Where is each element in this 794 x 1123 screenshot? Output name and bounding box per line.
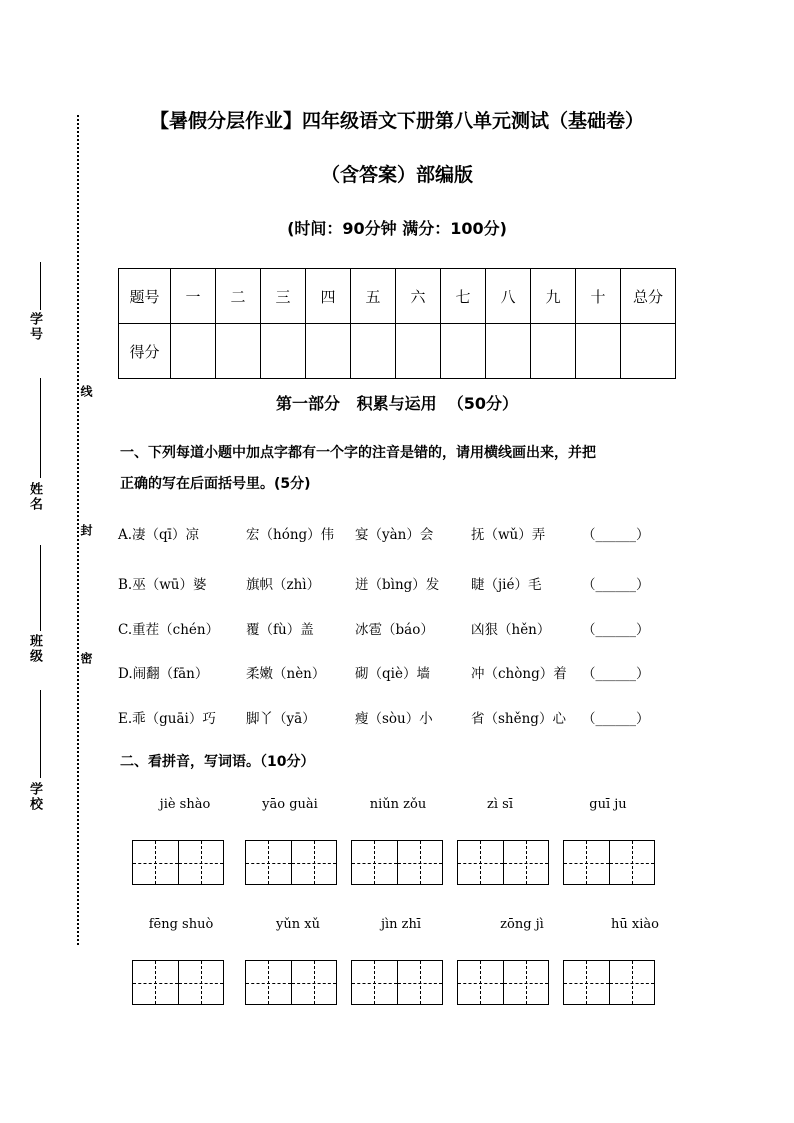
score-row-label: 得分	[119, 324, 171, 379]
banji-blank[interactable]	[40, 545, 41, 631]
pinyin-label: niǔn zǒu	[369, 797, 427, 812]
score-cell[interactable]	[171, 324, 216, 379]
q1-instruction-line2: 正确的写在后面括号里。(5分)	[120, 476, 311, 492]
pinyin-label: yāo guài	[262, 797, 318, 812]
tianzige-box[interactable]	[457, 960, 549, 1005]
score-header-cell: 三	[261, 269, 306, 324]
score-table-header-row	[119, 269, 676, 324]
page-subtitle: （含答案）部编版	[320, 164, 473, 186]
q1-item: 覆（fù）盖	[246, 622, 314, 638]
sidebar-mi: 密	[79, 652, 93, 666]
q1-item: 凶狠（hěn）	[471, 622, 551, 638]
score-header-cell: 总分	[621, 269, 676, 324]
q1-item: 宴（yàn）会	[355, 527, 434, 543]
q1-item: 冲（chòng）着	[471, 666, 567, 682]
pinyin-label: jìn zhī	[380, 917, 422, 932]
tianzige-box[interactable]	[351, 840, 443, 885]
score-header-cell: 七	[441, 269, 486, 324]
pinyin-label: guī ju	[589, 797, 627, 812]
pinyin-label: fēng shuò	[148, 917, 214, 932]
tianzige-box[interactable]	[245, 840, 337, 885]
score-header-cell: 题号	[119, 269, 171, 324]
q1-item: D.闹翻（fān）	[118, 666, 209, 682]
q1-answer-blank[interactable]: （______）	[582, 666, 650, 682]
pinyin-label: yǔn xǔ	[276, 917, 320, 932]
tianzige-box[interactable]	[351, 960, 443, 1005]
score-header-cell: 四	[306, 269, 351, 324]
score-cell[interactable]	[621, 324, 676, 379]
q1-item: 省（shěng）心	[471, 711, 566, 727]
pinyin-label: hū xiào	[611, 917, 659, 932]
q1-answer-blank[interactable]: （______）	[582, 622, 650, 638]
score-cell[interactable]	[576, 324, 621, 379]
q1-item: 宏（hóng）伟	[246, 527, 335, 543]
q1-item: 瘦（sòu）小	[355, 711, 433, 727]
sidebar-banji-label: 班级	[27, 634, 42, 664]
q1-item: B.巫（wū）婆	[118, 577, 207, 593]
sidebar-xingming-label: 姓名	[27, 482, 42, 512]
score-header-cell: 一	[171, 269, 216, 324]
score-header-cell: 六	[396, 269, 441, 324]
tianzige-box[interactable]	[457, 840, 549, 885]
time-info: (时间：90分钟 满分：100分)	[287, 219, 507, 238]
score-cell[interactable]	[441, 324, 486, 379]
score-header-cell: 八	[486, 269, 531, 324]
q1-item: C.重茬（chén）	[118, 622, 220, 638]
q1-item: 砌（qiè）墙	[355, 666, 430, 682]
tianzige-box[interactable]	[245, 960, 337, 1005]
q1-answer-blank[interactable]: （______）	[582, 577, 650, 593]
xuehao-blank[interactable]	[40, 262, 41, 310]
score-table	[118, 268, 676, 379]
score-cell[interactable]	[306, 324, 351, 379]
tianzige-box[interactable]	[132, 960, 224, 1005]
pinyin-label: zōng jì	[500, 917, 544, 932]
q1-item: 抚（wǔ）弄	[471, 527, 546, 543]
q2-title: 二、看拼音，写词语。（10分）	[120, 754, 315, 770]
q1-item: A.凄（qī）凉	[118, 527, 199, 543]
xuexiao-blank[interactable]	[40, 690, 41, 778]
score-cell[interactable]	[261, 324, 306, 379]
score-cell[interactable]	[216, 324, 261, 379]
sidebar-xian: 线	[79, 385, 93, 399]
q1-answer-blank[interactable]: （______）	[582, 711, 650, 727]
score-header-cell: 五	[351, 269, 396, 324]
score-cell[interactable]	[396, 324, 441, 379]
q1-instruction-line1: 一、下列每道小题中加点字都有一个字的注音是错的，请用横线画出来，并把	[120, 445, 596, 461]
score-cell[interactable]	[351, 324, 396, 379]
sidebar-xuehao-label: 学号	[27, 312, 42, 342]
tianzige-box[interactable]	[132, 840, 224, 885]
score-cell[interactable]	[531, 324, 576, 379]
q1-item: 迸（bìng）发	[355, 577, 440, 593]
part1-title: 第一部分 积累与运用 （50分）	[275, 394, 519, 413]
q1-item: 脚丫（yā）	[246, 711, 316, 727]
page-title: 【暑假分层作业】四年级语文下册第八单元测试（基础卷）	[149, 110, 644, 132]
score-header-cell: 十	[576, 269, 621, 324]
score-header-cell: 二	[216, 269, 261, 324]
q1-item: 柔嫩（nèn）	[246, 666, 326, 682]
score-cell[interactable]	[486, 324, 531, 379]
q1-item: 睫（jié）毛	[471, 577, 542, 593]
sidebar-xuexiao-label: 学校	[27, 782, 42, 812]
tianzige-box[interactable]	[563, 960, 655, 1005]
pinyin-label: jiè shào	[159, 797, 211, 812]
q1-answer-blank[interactable]: （______）	[582, 527, 650, 543]
sidebar-feng: 封	[79, 524, 93, 538]
score-header-cell: 九	[531, 269, 576, 324]
q1-item: 冰雹（báo）	[355, 622, 434, 638]
q1-item: E.乖（guāi）巧	[118, 711, 216, 727]
pinyin-label: zì sī	[487, 797, 513, 812]
q1-item: 旗帜（zhì）	[246, 577, 321, 593]
score-table-score-row	[119, 324, 676, 379]
tianzige-box[interactable]	[563, 840, 655, 885]
